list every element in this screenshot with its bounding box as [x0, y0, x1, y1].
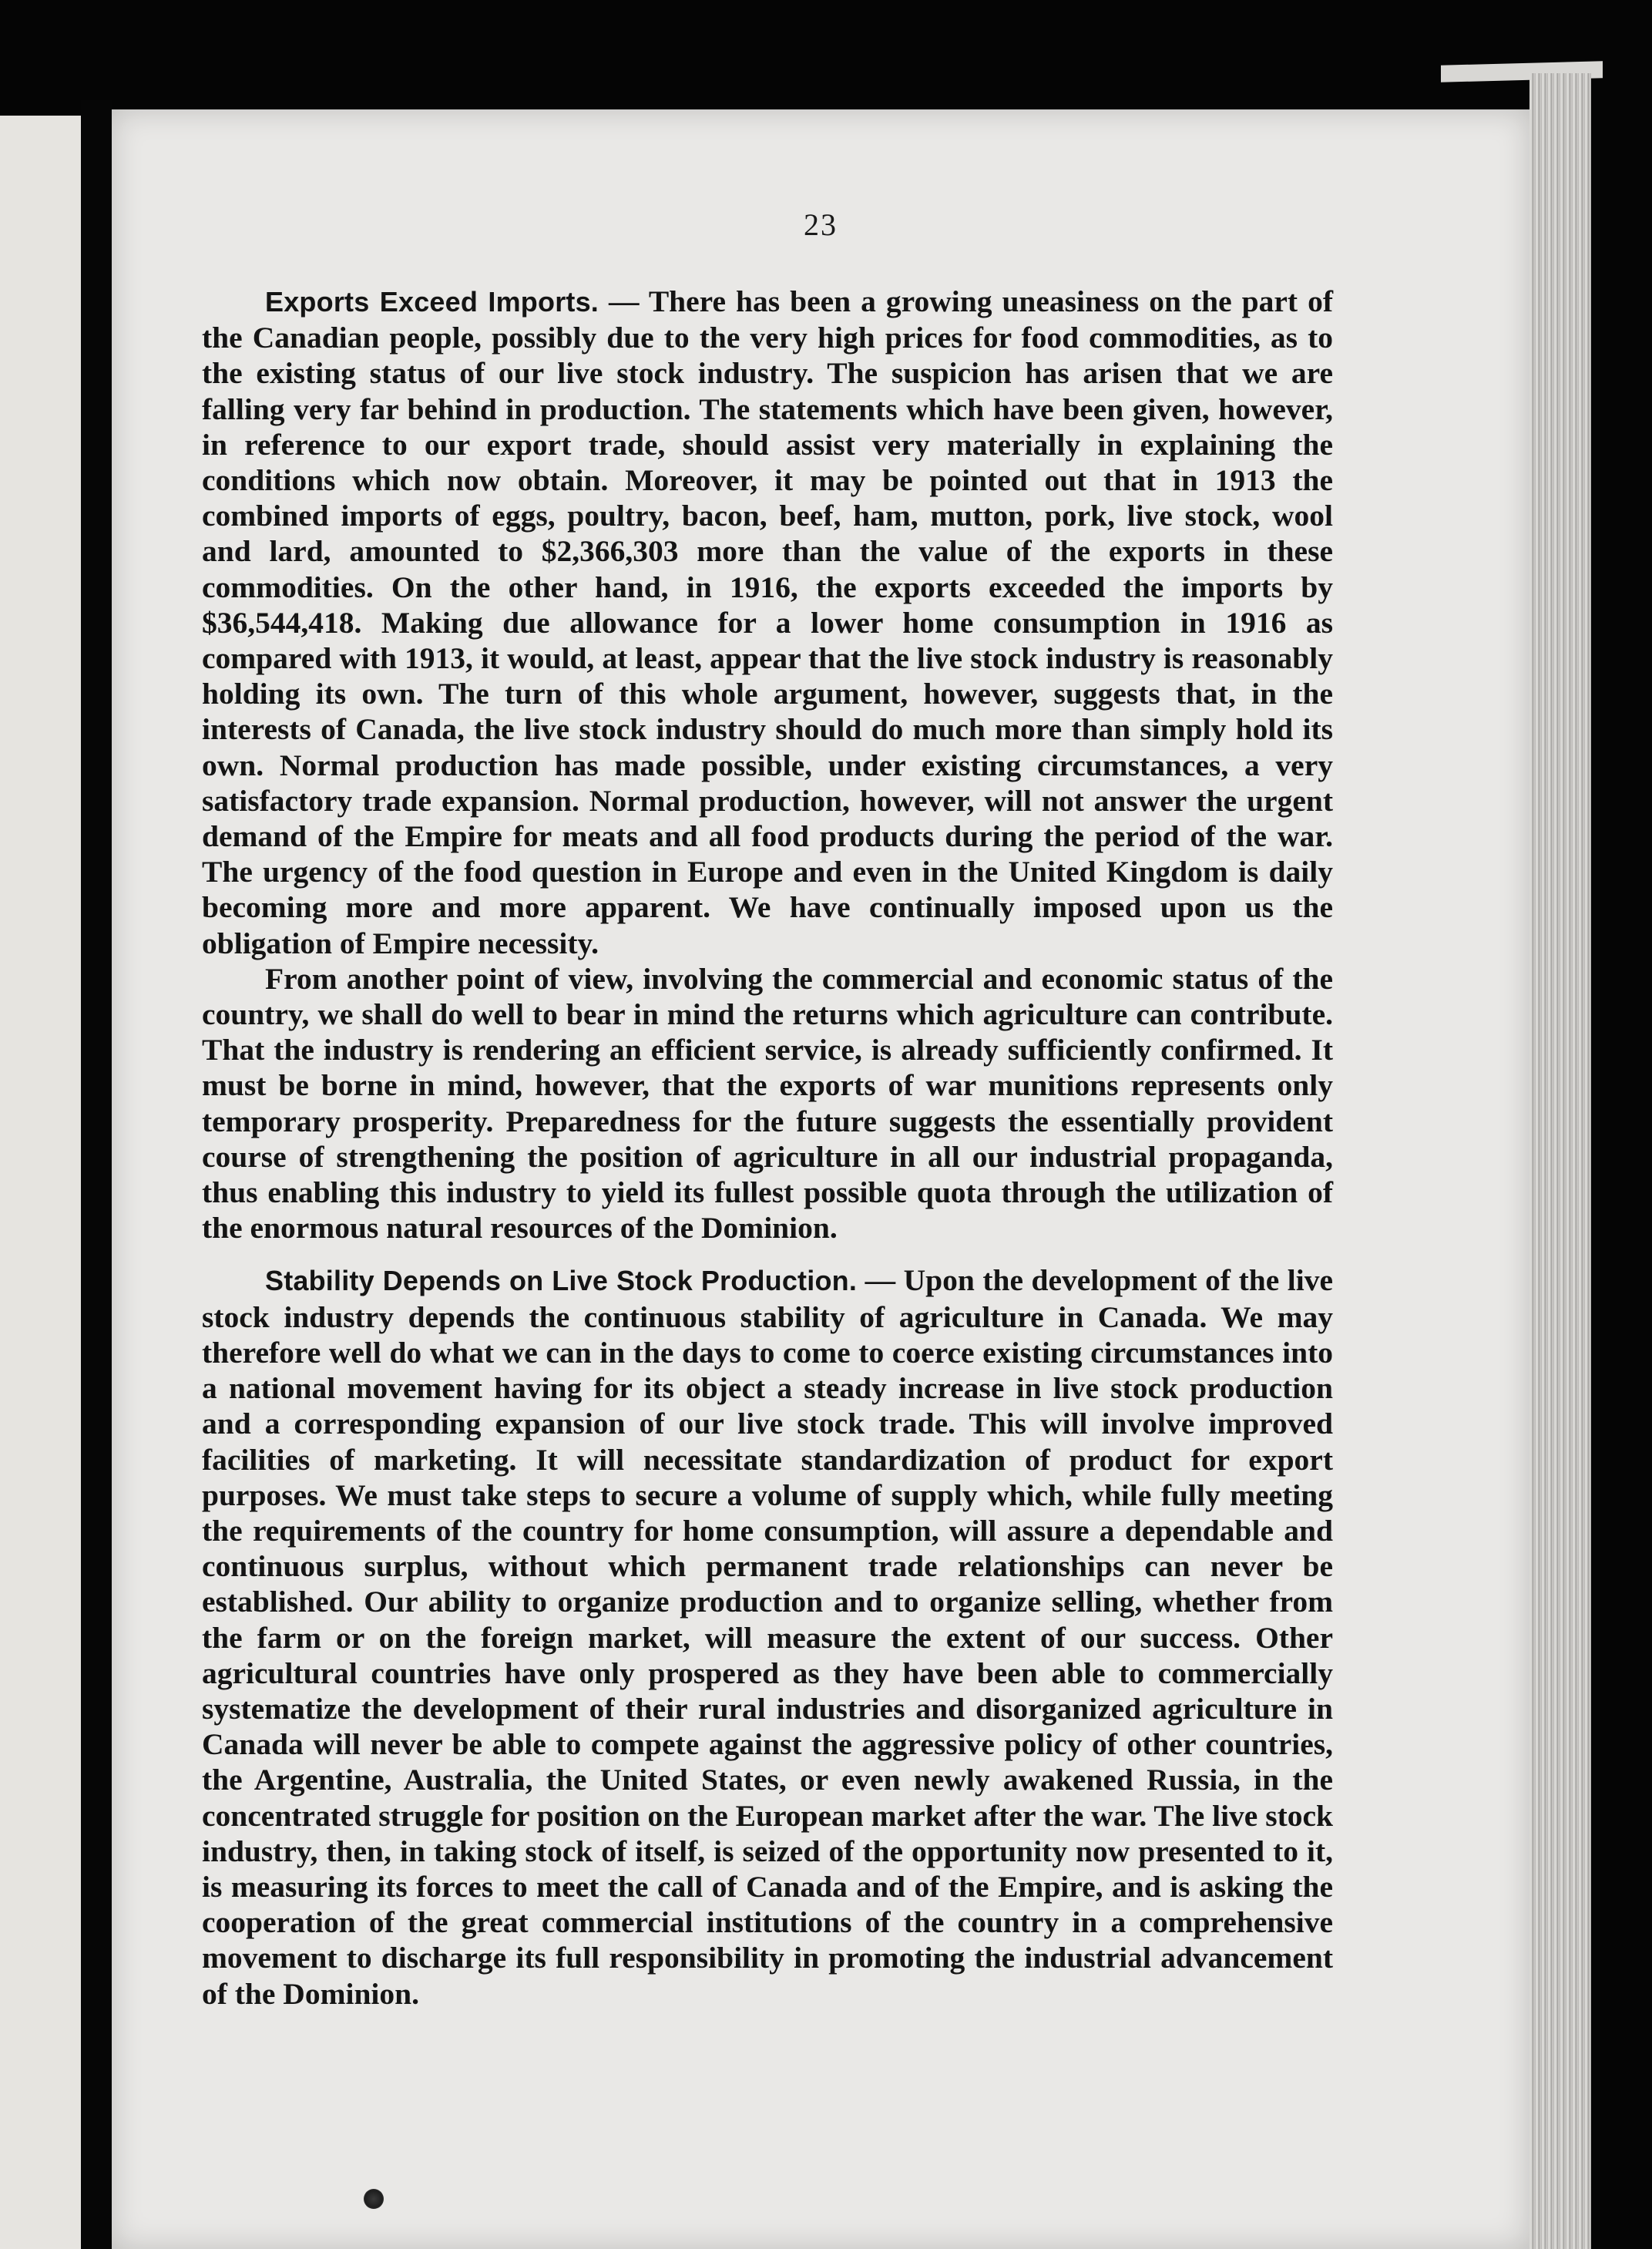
ink-blot-mark: [364, 2189, 384, 2209]
section-heading-exports: Exports Exceed Imports.: [265, 286, 599, 318]
heading-dash: —: [857, 1263, 904, 1298]
paragraph-text: Upon the development of the live stock industry depends the continuous stability of agriculture in Canada. We may therefore well do what we can in the days to come to coerce existing circumstances into a national movement having for its object a steady increase in live stock production and a corresponding expansion of our live stock trade. This will involve improved facilities of marketing. It will necessitate standardization of product for export purposes. We must take steps to secure a volume of supply which, while fully meeting the requirements of the country for home consumption, will assure a dependable and continuous surplus, without which permanent trade relationships can never be established. Our ability to organize production and to organize selling, whether from the farm or on the foreign market, will measure the extent of our success. Other agricultural countries have only prospered as they have been able to commercially systematize the development of their rural industries and disorganized agriculture in Canada will never be able to compete against the aggressive policy of other countries, the Argentine, Australia, the United States, or even newly awakened Russia, in the concentrated struggle for position on the European market after the war. The live stock industry, then, in taking stock of itself, is seized of the opportunity now presented to it, is measuring its forces to meet the call of Canada and of the Empire, and is asking the cooperation of the great commercial institutions of the country in a comprehensive movement to discharge its full responsibility in promoting the industrial advancement of the Dominion.: [202, 1263, 1333, 2011]
book-gutter: [81, 100, 112, 2249]
paragraph-text: There has been a growing uneasiness on the part of the Canadian people, possibly due to the very high prices for food commodities, as to the existing status of our live stock industry. The suspicion has arisen that we are falling very far behind in production. The statements which have been given, however, in reference to our export trade, should assist very materially in explaining the conditions which now obtain. Moreover, it may be pointed out that in 1913 the combined imports of eggs, poultry, bacon, beef, ham, mutton, pork, live stock, wool and lard, amounted to $2,366,303 more than the value of the exports in these commodities. On the other hand, in 1916, the exports exceeded the imports by $36,544,418. Making due allowance for a lower home consumption in 1916 as compared with 1913, it would, at least, appear that the live stock industry is reasonably holding its own. The turn of this whole argument, however, suggests that, in the interests of Canada, the live stock industry should do much more than simply hold its own. Normal production has made possible, under existing circumstances, a very satisfactory trade expansion. Normal production, however, will not answer the urgent demand of the Empire for meats and all food products during the period of the war. The urgency of the food question in Europe and even in the United Kingdom is daily becoming more and more apparent. We have continually imposed upon us the obligation of Empire necessity.: [202, 284, 1333, 960]
paragraph-exports-exceed-imports: [202, 284, 1333, 961]
paragraph-another-point-of-view: [202, 961, 1333, 1246]
paragraph-stability-depends: [202, 1262, 1333, 2011]
paragraph-text: From another point of view, involving the commercial and economic status of the country, we shall do well to bear in mind the returns which agriculture can contribute. That the industry is rendering an efficient service, is already sufficiently confirmed. It must be borne in mind, however, that the exports of war munitions represents only temporary prosperity. Preparedness for the future suggests the essentially provident course of strengthening the position of agriculture in all our industrial propaganda, thus enabling this industry to yield its fullest possible quota through the utilization of the enormous natural resources of the Dominion.: [202, 961, 1333, 1246]
page-number: 23: [804, 207, 838, 242]
page-stack-edges: [1529, 73, 1591, 2249]
page-body: [202, 284, 1333, 2012]
facing-page-edge: [0, 116, 81, 2249]
section-heading-stability: Stability Depends on Live Stock Production.: [265, 1265, 858, 1297]
heading-dash: —: [599, 284, 649, 318]
